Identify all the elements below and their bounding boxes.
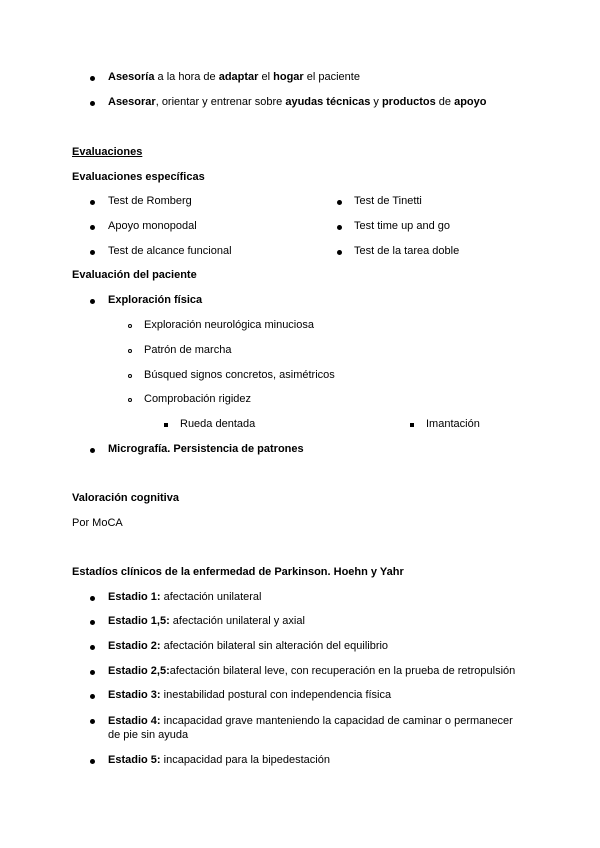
circle-bullet-icon	[128, 374, 132, 378]
estadio-text: afectación unilateral	[160, 591, 262, 603]
estadio-item	[108, 665, 515, 677]
estadio-label: Estadio 4:	[108, 715, 161, 727]
specific-test-left-3: Test de alcance funcional	[108, 245, 232, 257]
text-run: el paciente	[303, 71, 360, 83]
estadio-label: Estadio 2,5:	[108, 665, 170, 677]
text-run: ayudas técnicas	[285, 96, 371, 108]
bullet-icon	[337, 225, 342, 230]
estadio-item	[108, 714, 528, 742]
text-run: y	[370, 96, 382, 108]
estadio-item	[108, 754, 330, 766]
exploration-item-3: Búsqued signos concretos, asimétricos	[144, 369, 335, 381]
section-title-estadios: Estadíos clínicos de la enfermedad de Parkinson. Hoehn y Yahr	[72, 566, 404, 578]
estadio-text: afectación bilateral leve, con recuperación en la prueba de retropulsión	[169, 665, 516, 677]
estadio-item	[108, 689, 391, 701]
estadio-item	[108, 640, 388, 652]
bullet-icon	[337, 200, 342, 205]
text-run: Asesorar	[108, 96, 156, 108]
cognitiva-text: Por MoCA	[72, 517, 123, 529]
specific-test-right-3: Test de la tarea doble	[354, 245, 460, 257]
estadio-item	[108, 615, 305, 627]
bullet-icon	[90, 645, 95, 650]
estadio-label: Estadio 3:	[108, 689, 161, 701]
specific-test-left-2: Apoyo monopodal	[108, 220, 197, 232]
estadio-text: afectación bilateral sin alteración del equilibrio	[160, 640, 389, 652]
text-run: de	[435, 96, 455, 108]
specific-test-right-2: Test time up and go	[354, 220, 451, 232]
text-run: adaptar	[218, 71, 259, 83]
text-run: a la hora de	[154, 71, 219, 83]
bullet-icon	[90, 101, 95, 106]
estadio-item	[108, 591, 261, 603]
section-title-cognitiva: Valoración cognitiva	[72, 492, 179, 504]
bullet-icon	[90, 200, 95, 205]
text-run: productos	[381, 96, 436, 108]
bullet-icon	[337, 250, 342, 255]
exploration-item-1: Exploración neurológica minuciosa	[144, 319, 314, 331]
bullet-icon	[90, 250, 95, 255]
rigidity-item-1: Rueda dentada	[180, 418, 256, 430]
text-run: Asesoría	[108, 71, 155, 83]
estadio-label: Estadio 1:	[108, 591, 161, 603]
text-run: el	[258, 71, 274, 83]
text-run: hogar	[273, 71, 304, 83]
bullet-icon	[90, 719, 95, 724]
specific-test-right-1: Test de Tinetti	[354, 195, 422, 207]
text-run: , orientar y entrenar sobre	[155, 96, 286, 108]
specific-test-left-1: Test de Romberg	[108, 195, 192, 207]
intro-item-2	[108, 96, 487, 108]
text-run: apoyo	[454, 96, 487, 108]
bullet-icon	[90, 225, 95, 230]
estadio-text: afectación unilateral y axial	[169, 615, 305, 627]
exploration-item-4: Comprobación rigidez	[144, 393, 251, 405]
bullet-icon	[90, 448, 95, 453]
bullet-icon	[90, 759, 95, 764]
bullet-icon	[90, 670, 95, 675]
circle-bullet-icon	[128, 349, 132, 353]
exploration-item-2: Patrón de marcha	[144, 344, 232, 356]
estadio-text: inestabilidad postural con independencia física	[160, 689, 392, 701]
estadio-label: Estadio 5:	[108, 754, 161, 766]
estadio-label: Estadio 2:	[108, 640, 161, 652]
subsection-title-especificas: Evaluaciones específicas	[72, 171, 205, 183]
section-title-evaluaciones: Evaluaciones	[72, 146, 143, 158]
estadio-label: Estadio 1,5:	[108, 615, 170, 627]
bullet-icon	[90, 299, 95, 304]
bullet-icon	[90, 620, 95, 625]
square-bullet-icon	[164, 423, 168, 427]
subsection-title-paciente: Evaluación del paciente	[72, 269, 197, 281]
bullet-icon	[90, 76, 95, 81]
exploration-label: Exploración física	[108, 294, 203, 306]
square-bullet-icon	[410, 423, 414, 427]
bullet-icon	[90, 694, 95, 699]
micrografia-label: Micrografía. Persistencia de patrones	[108, 443, 304, 455]
circle-bullet-icon	[128, 398, 132, 402]
intro-item-1	[108, 71, 360, 83]
estadio-text: incapacidad para la bipedestación	[160, 754, 330, 766]
circle-bullet-icon	[128, 324, 132, 328]
rigidity-item-2: Imantación	[426, 418, 480, 430]
estadio-text: incapacidad grave manteniendo la capacidad de caminar o permanecer de pie sin ayuda	[108, 715, 513, 741]
bullet-icon	[90, 596, 95, 601]
